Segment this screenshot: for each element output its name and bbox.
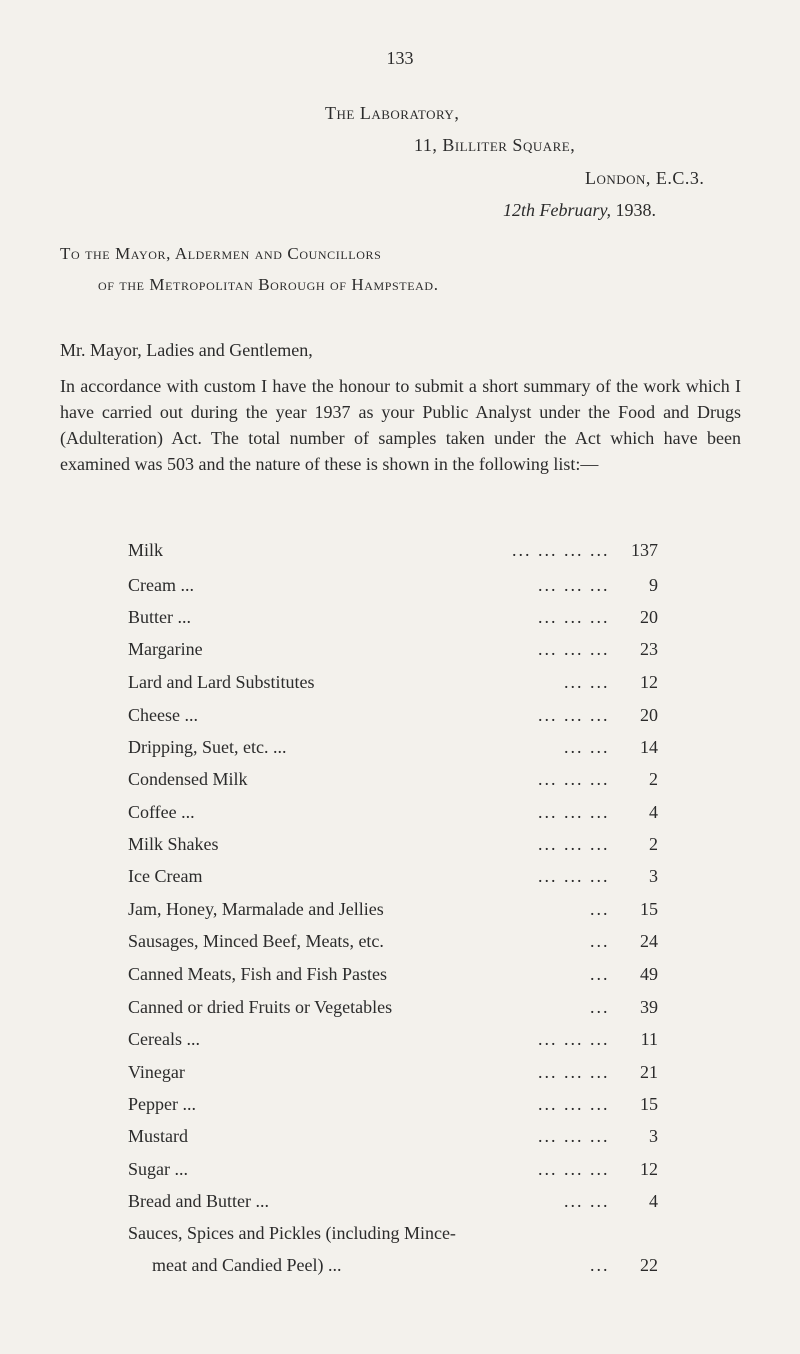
leader-dots: ... ... ... (538, 639, 610, 659)
sample-row (128, 834, 658, 860)
sample-label: Vinegar (128, 1062, 185, 1082)
sample-count: 12 (640, 672, 658, 692)
address-line-1: The Laboratory, (325, 103, 460, 123)
sample-label: Bread and Butter ... (128, 1191, 269, 1211)
leader-dots: ... ... ... (538, 834, 610, 854)
sample-count: 39 (640, 997, 658, 1017)
sample-row (128, 866, 658, 892)
paragraph-text: In accordance with custom I have the honour to submit a short summary of the work which I have carried out during the year 1937 as your Public Analyst under the Food and Drugs (Adulteration) Act. The total number of samples taken under the Act which have been examined was 503 and the nature of these is shown in the following list:— (60, 376, 741, 474)
sample-row (128, 672, 658, 698)
leader-dots: ... ... ... (538, 607, 610, 627)
sample-row (128, 1191, 658, 1217)
sample-row (128, 997, 658, 1023)
sample-label: Coffee ... (128, 802, 195, 822)
sample-count: 14 (640, 737, 658, 757)
sample-count: 24 (640, 931, 658, 951)
sample-row (128, 705, 658, 731)
leader-dots: ... (590, 931, 610, 951)
sample-label: Mustard (128, 1126, 188, 1146)
sample-label: Milk Shakes (128, 834, 219, 854)
leader-dots: ... ... ... (538, 802, 610, 822)
sample-row (128, 1223, 658, 1249)
sample-count: 23 (640, 639, 658, 659)
sample-count: 2 (649, 769, 658, 789)
date-year: 1938. (611, 200, 656, 220)
sample-label: Sausages, Minced Beef, Meats, etc. (128, 931, 384, 951)
sample-row (128, 802, 658, 828)
sample-row (128, 1094, 658, 1120)
sample-label: Jam, Honey, Marmalade and Jellies (128, 899, 384, 919)
leader-dots: ... (590, 1255, 610, 1275)
sample-row (128, 769, 658, 795)
address-line-2: 11, Billiter Square, (414, 135, 576, 155)
sample-label: Ice Cream (128, 866, 203, 886)
sample-label: Canned or dried Fruits or Vegetables (128, 997, 393, 1017)
sample-row (128, 1255, 658, 1281)
sample-count: 3 (649, 866, 658, 886)
sample-count: 2 (649, 834, 658, 854)
sample-row (128, 540, 658, 566)
leader-dots: ... ... ... (538, 1062, 610, 1082)
sample-count: 4 (649, 802, 658, 822)
sample-row (128, 639, 658, 665)
leader-dots: ... (590, 899, 610, 919)
leader-dots: ... ... ... (538, 1159, 610, 1179)
letter-date (503, 200, 656, 221)
page-number: 133 (386, 48, 414, 68)
sample-row (128, 931, 658, 957)
sample-label: Milk (128, 540, 164, 560)
leader-dots: ... ... ... (538, 1029, 610, 1049)
sample-label: Lard and Lard Substitutes (128, 672, 315, 692)
sample-count: 137 (631, 540, 658, 560)
leader-dots: ... ... ... (538, 866, 610, 886)
sample-row (128, 1126, 658, 1152)
leader-dots: ... (590, 964, 610, 984)
leader-dots: ... ... ... (538, 575, 610, 595)
greeting: Mr. Mayor, Ladies and Gentlemen, (60, 340, 313, 360)
sample-row (128, 1062, 658, 1088)
sample-label: Butter ... (128, 607, 191, 627)
sample-count: 20 (640, 705, 658, 725)
salutation-line-1: To the Mayor, Aldermen and Councillors (60, 244, 382, 263)
sample-row (128, 575, 658, 601)
address-line-3: London, E.C.3. (585, 168, 705, 188)
sample-count: 15 (640, 1094, 658, 1114)
leader-dots: ... ... ... (538, 769, 610, 789)
sample-label: Sugar ... (128, 1159, 188, 1179)
salutation-line-2: of the Metropolitan Borough of Hampstead. (98, 275, 439, 294)
intro-paragraph (60, 373, 741, 477)
sample-row (128, 964, 658, 990)
sample-label: Dripping, Suet, etc. ... (128, 737, 287, 757)
sample-count: 20 (640, 607, 658, 627)
sample-label: Margarine (128, 639, 203, 659)
leader-dots: ... ... ... (538, 1126, 610, 1146)
date-day: 12th February, (503, 200, 611, 220)
sample-row (128, 1029, 658, 1055)
sample-count: 49 (640, 964, 658, 984)
sample-label: Cereals ... (128, 1029, 200, 1049)
sample-count: 22 (640, 1255, 658, 1275)
leader-dots: ... ... (564, 737, 610, 757)
sample-label: Cream ... (128, 575, 194, 595)
sample-count: 3 (649, 1126, 658, 1146)
sample-row (128, 737, 658, 763)
sample-label: Pepper ... (128, 1094, 196, 1114)
sample-count: 21 (640, 1062, 658, 1082)
sample-count: 4 (649, 1191, 658, 1211)
leader-dots: ... ... (564, 672, 610, 692)
sample-row (128, 899, 658, 925)
leader-dots: ... ... ... (538, 705, 610, 725)
sample-count: 15 (640, 899, 658, 919)
sample-label: Sauces, Spices and Pickles (including Mince- (128, 1223, 456, 1243)
sample-label: Cheese ... (128, 705, 198, 725)
sample-count: 9 (649, 575, 658, 595)
sample-label: Condensed Milk (128, 769, 248, 789)
leader-dots: ... (590, 997, 610, 1017)
sample-label: meat and Candied Peel) ... (152, 1255, 342, 1275)
sample-label: Canned Meats, Fish and Fish Pastes (128, 964, 387, 984)
leader-dots: ... ... ... (538, 1094, 610, 1114)
sample-count: 12 (640, 1159, 658, 1179)
sample-row (128, 607, 658, 633)
sample-row (128, 1159, 658, 1185)
sample-count: 11 (640, 1029, 658, 1049)
leader-dots: ... ... ... ... (512, 540, 610, 560)
leader-dots: ... ... (564, 1191, 610, 1211)
